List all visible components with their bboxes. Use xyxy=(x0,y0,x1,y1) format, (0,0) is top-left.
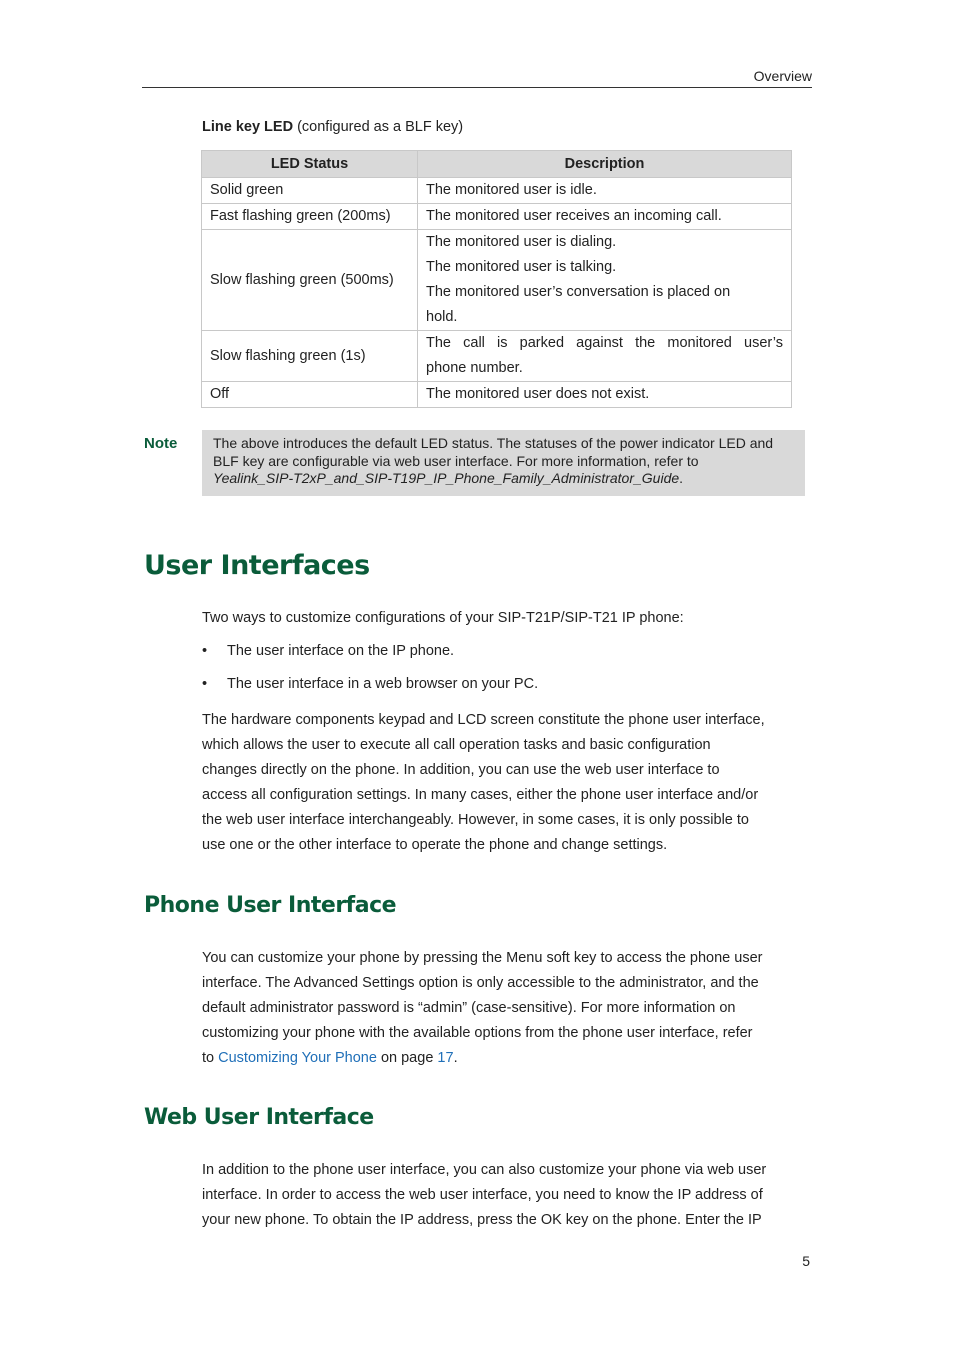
note-line xyxy=(213,470,794,488)
description-line: The call is parked against the monitored user’s xyxy=(426,335,783,351)
paragraph-line: interface. The Advanced Settings option is only accessible to the administrator, and the xyxy=(202,975,759,991)
description-line: phone number. xyxy=(426,360,523,376)
note-box xyxy=(202,430,805,496)
paragraph-line: the web user interface interchangeably. However, in some cases, it is only possible to xyxy=(202,812,749,828)
paragraph-line: In addition to the phone user interface, you can also customize your phone via web user xyxy=(202,1162,767,1178)
list-item-text: The user interface in a web browser on your PC. xyxy=(227,676,539,692)
table-row xyxy=(202,382,792,408)
note-line-end: . xyxy=(679,470,684,486)
description-line: hold. xyxy=(426,309,458,325)
section-title-phone-ui: Phone User Interface xyxy=(144,893,397,918)
page-number: 5 xyxy=(802,1253,810,1269)
description-cell xyxy=(418,331,792,382)
text-run: to xyxy=(202,1050,219,1066)
list-item xyxy=(202,676,538,692)
description-line: The monitored user receives an incoming call. xyxy=(426,208,722,224)
led-status-cell: Solid green xyxy=(202,178,418,204)
description-line: The monitored user does not exist. xyxy=(426,386,650,402)
led-status-cell: Slow flashing green (1s) xyxy=(202,331,418,382)
paragraph-line: The hardware components keypad and LCD screen constitute the phone user interface, xyxy=(202,712,765,728)
led-status-cell: Fast flashing green (200ms) xyxy=(202,204,418,230)
paragraph-line: access all configuration settings. In many cases, either the phone user interface and/or xyxy=(202,787,759,803)
note-line: The above introduces the default LED status. The statuses of the power indicator LED and xyxy=(213,435,774,451)
table-row xyxy=(202,331,792,382)
text-run: . xyxy=(453,1050,458,1066)
paragraph-line: customizing your phone with the available options from the phone user interface, refer xyxy=(202,1025,753,1041)
list-item-text: The user interface on the IP phone. xyxy=(227,643,455,659)
page-17-link[interactable]: 17 xyxy=(437,1050,454,1066)
paragraph-line: which allows the user to execute all call operation tasks and basic configuration xyxy=(202,737,711,753)
description-cell xyxy=(418,230,792,331)
header-description: Description xyxy=(418,151,792,178)
led-status-table xyxy=(201,150,792,408)
paragraph-line: default administrator password is “admin” (case-sensitive). For more information on xyxy=(202,1000,736,1016)
body-paragraph xyxy=(202,1158,810,1233)
section-title-user-interfaces: User Interfaces xyxy=(144,550,370,581)
running-header xyxy=(142,68,812,88)
paragraph-line: your new phone. To obtain the IP address, press the OK key on the phone. Enter the IP xyxy=(202,1212,762,1228)
table-row xyxy=(202,178,792,204)
table-caption xyxy=(202,119,463,135)
paragraph-line: changes directly on the phone. In addition, you can use the web user interface to xyxy=(202,762,720,778)
note-line: BLF key are configurable via web user interface. For more information, refer to xyxy=(213,452,699,469)
guide-title: Yealink_SIP-T2xP_and_SIP-T19P_IP_Phone_Family_Administrator_Guide xyxy=(213,470,680,486)
body-paragraph xyxy=(202,946,810,1071)
bullet-glyph: • xyxy=(202,643,208,659)
description-cell xyxy=(418,382,792,408)
description-line: The monitored user is dialing. xyxy=(426,234,617,250)
note-label: Note xyxy=(144,435,178,452)
table-header-row xyxy=(202,151,792,178)
list-item xyxy=(202,643,454,659)
description-line: The monitored user is talking. xyxy=(426,259,617,275)
paragraph-line: You can customize your phone by pressing the Menu soft key to access the phone user xyxy=(202,950,763,966)
table-row xyxy=(202,230,792,331)
description-cell xyxy=(418,178,792,204)
description-cell xyxy=(418,204,792,230)
table-row xyxy=(202,204,792,230)
paragraph-line xyxy=(202,1046,810,1071)
paragraph-line: interface. In order to access the web user interface, you need to know the IP address of xyxy=(202,1187,763,1203)
text-run: on page xyxy=(376,1050,438,1066)
header-led-status: LED Status xyxy=(202,151,418,178)
description-line: The monitored user is idle. xyxy=(426,182,597,198)
led-status-cell: Off xyxy=(202,382,418,408)
caption-bold: Line key LED xyxy=(202,119,294,135)
paragraph-line: use one or the other interface to operate the phone and change settings. xyxy=(202,837,668,853)
caption-rest: (configured as a BLF key) xyxy=(293,119,464,135)
header-section-title: Overview xyxy=(753,68,812,84)
section-title-web-ui: Web User Interface xyxy=(144,1105,374,1130)
body-paragraph xyxy=(202,708,810,858)
led-status-cell: Slow flashing green (500ms) xyxy=(202,230,418,331)
bullet-glyph: • xyxy=(202,676,208,692)
description-line: The monitored user’s conversation is placed on xyxy=(426,284,731,300)
customizing-your-phone-link[interactable]: Customizing Your Phone xyxy=(218,1050,377,1066)
intro-paragraph: Two ways to customize configurations of your SIP-T21P/SIP-T21 IP phone: xyxy=(202,610,684,626)
